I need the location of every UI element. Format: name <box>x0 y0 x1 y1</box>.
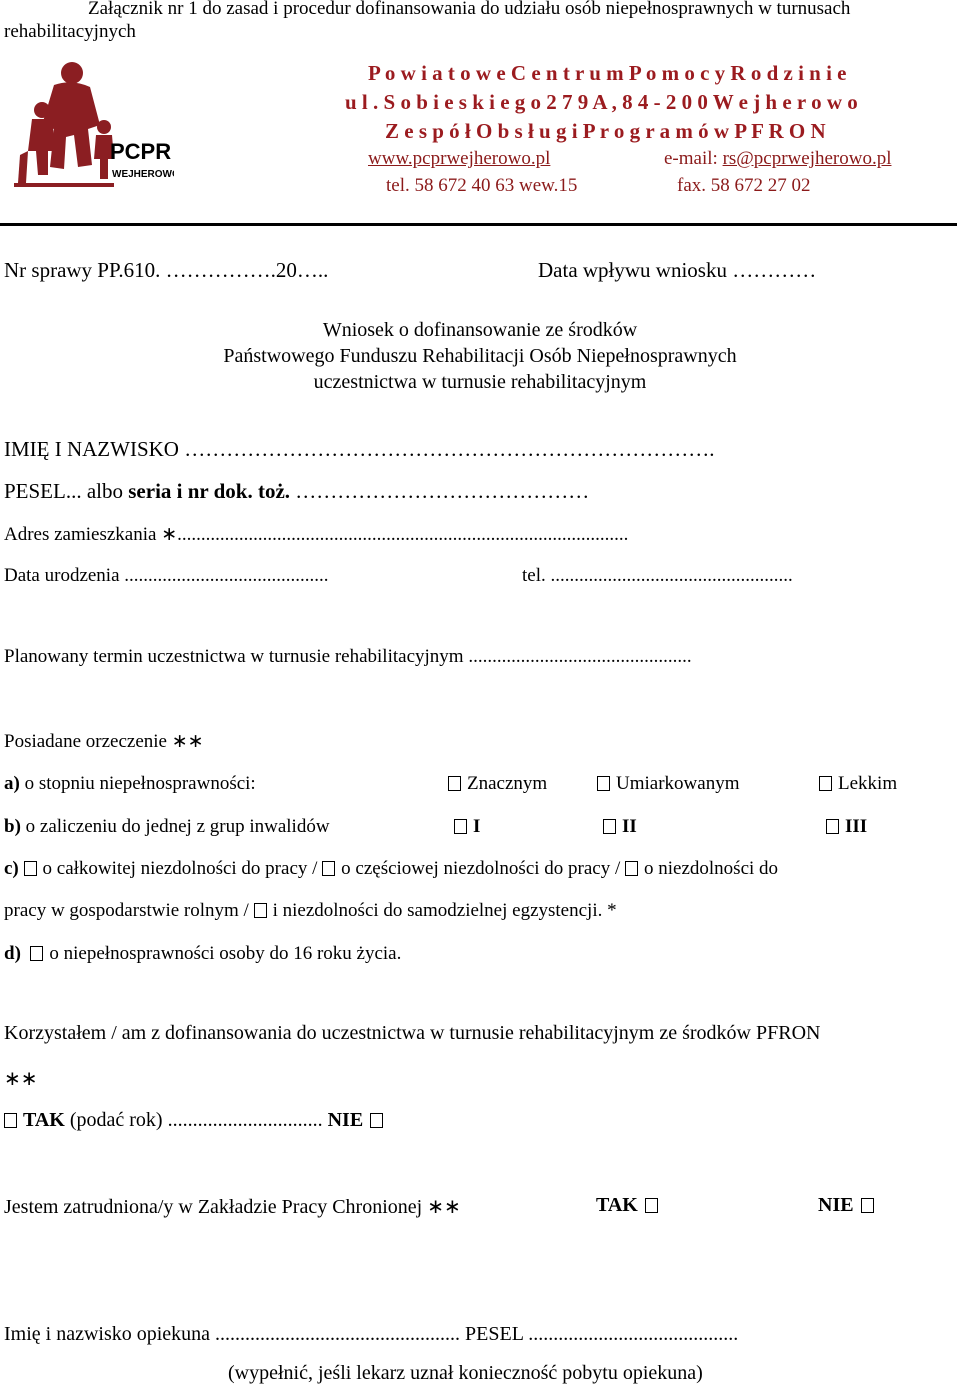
option-c-line-2: pracy w gospodarstwie rolnym / i niezdolności do samodzielnej egzystencji. * <box>4 900 617 921</box>
option-a-description: o stopniu niepełnosprawności: <box>19 773 256 794</box>
pesel-label: PESEL <box>4 479 66 503</box>
option-d-label: d) <box>4 943 21 964</box>
checkbox-lekkim[interactable]: Lekkim <box>819 773 897 795</box>
website-link[interactable]: www.pcprwejherowo.pl <box>368 148 551 169</box>
previous-funding-question: Korzystałem / am z dofinansowania do uczestnictwa w turnusie rehabilitacyjnym ze środków PFRON <box>4 1022 821 1044</box>
pcpr-logo <box>14 55 174 195</box>
header-divider <box>0 223 957 226</box>
checkbox-icon[interactable] <box>454 819 467 834</box>
email-link[interactable]: rs@pcprwejherowo.pl <box>722 148 892 169</box>
pesel-dots: ... albo <box>65 479 123 503</box>
title-line-1: Wniosek o dofinansowanie ze środków <box>322 319 638 341</box>
checkbox-icon[interactable] <box>819 776 832 791</box>
checkbox-employment-tak[interactable] <box>645 1198 658 1213</box>
previous-funding-answers: TAK (podać rok) ............................... NIE <box>4 1109 389 1132</box>
checkbox-group-1[interactable]: I <box>454 816 480 838</box>
employment-tak[interactable]: TAK <box>596 1194 664 1217</box>
org-address: u l . S o b i e s k i e g o 2 7 9 A , 8 4 - 2 0 0 W e j h e r o w o <box>345 90 858 114</box>
logo-text: PCPR <box>110 139 172 164</box>
option-c-line-1: c) o całkowitej niezdolności do pracy / o częściowej niezdolności do pracy / o niezdolności do <box>4 858 779 879</box>
id-doc-dots: …………………………………… <box>290 479 590 503</box>
id-doc-label: seria i nr dok. toż. <box>128 479 291 503</box>
checkbox-under-16[interactable] <box>30 946 43 961</box>
checkbox-znacznym[interactable]: Znacznym <box>448 773 547 795</box>
employment-question: Jestem zatrudniona/y w Zakładzie Pracy Chronionej ∗∗ <box>4 1196 461 1218</box>
checkbox-total-incapacity[interactable] <box>24 861 37 876</box>
title-line-3: uczestnictwa w turnusie rehabilitacyjnym <box>313 371 647 393</box>
address-field[interactable]: Adres zamieszkania ∗............................................................................................... <box>4 524 629 545</box>
checkbox-icon[interactable] <box>603 819 616 834</box>
option-c-label: c) <box>4 858 19 879</box>
annex-line-1: Załącznik nr 1 do zasad i procedur dofinansowania do udziału osób niepełnosprawnych w turnusach <box>88 0 851 19</box>
option-a-label: a) <box>4 773 20 794</box>
org-phone: tel. 58 672 40 63 wew.15 <box>386 175 578 196</box>
checkbox-independent-living[interactable] <box>254 903 267 918</box>
checkbox-icon[interactable] <box>448 776 461 791</box>
guardian-field[interactable]: Imię i nazwisko opiekuna ................................................. PESEL .......................................... <box>4 1323 739 1345</box>
employment-nie[interactable]: NIE <box>818 1194 880 1217</box>
checkbox-previous-tak[interactable] <box>4 1113 17 1128</box>
option-b-label: b) <box>4 816 21 837</box>
option-d: d) o niepełnosprawności osoby do 16 roku życia. <box>4 943 402 964</box>
option-b-description: o zaliczeniu do jednej z grup inwalidów <box>20 816 330 837</box>
phone-field[interactable]: tel. ................................................... <box>522 565 793 586</box>
checkbox-icon[interactable] <box>597 776 610 791</box>
checkbox-partial-incapacity[interactable] <box>322 861 335 876</box>
planned-term-field[interactable]: Planowany termin uczestnictwa w turnusie rehabilitacyjnym ............................................... <box>4 646 692 667</box>
logo-subtext: WEJHEROWO <box>112 169 174 180</box>
checkbox-previous-nie[interactable] <box>370 1113 383 1128</box>
checkbox-umiarkowanym[interactable]: Umiarkowanym <box>597 773 739 795</box>
checkbox-icon[interactable] <box>826 819 839 834</box>
submission-date: Data wpływu wniosku ………… <box>538 258 817 282</box>
option-a-text <box>4 773 256 795</box>
family-logo-icon <box>14 55 174 195</box>
certificate-heading: Posiadane orzeczenie ∗∗ <box>4 731 204 752</box>
org-fax: fax. 58 672 27 02 <box>677 175 811 196</box>
annex-line-2: rehabilitacyjnych <box>4 21 136 42</box>
title-line-2: Państwowego Funduszu Rehabilitacji Osób Niepełnosprawnych <box>223 345 737 367</box>
org-name: P o w i a t o w e C e n t r u m P o m o c y R o d z i n i e <box>368 61 847 85</box>
birth-date-field[interactable]: Data urodzenia ........................................... <box>4 565 329 586</box>
email-label: e-mail: <box>664 148 718 169</box>
previous-funding-stars: ∗∗ <box>4 1068 38 1090</box>
checkbox-group-3[interactable]: III <box>826 816 867 838</box>
option-b-text <box>4 816 330 838</box>
org-department: Z e s p ó ł O b s ł u g i P r o g r a m ó w P F R O N <box>385 119 826 143</box>
checkbox-employment-nie[interactable] <box>861 1198 874 1213</box>
checkbox-group-2[interactable]: II <box>603 816 637 838</box>
name-field[interactable]: IMIĘ I NAZWISKO …………………………………………………………………. <box>4 437 715 461</box>
case-number: Nr sprawy PP.610. …………….20….. <box>4 258 329 282</box>
checkbox-incapacity-farm[interactable] <box>625 861 638 876</box>
guardian-note: (wypełnić, jeśli lekarz uznał konieczność pobytu opiekuna) <box>228 1362 703 1384</box>
pesel-field[interactable] <box>4 479 589 504</box>
